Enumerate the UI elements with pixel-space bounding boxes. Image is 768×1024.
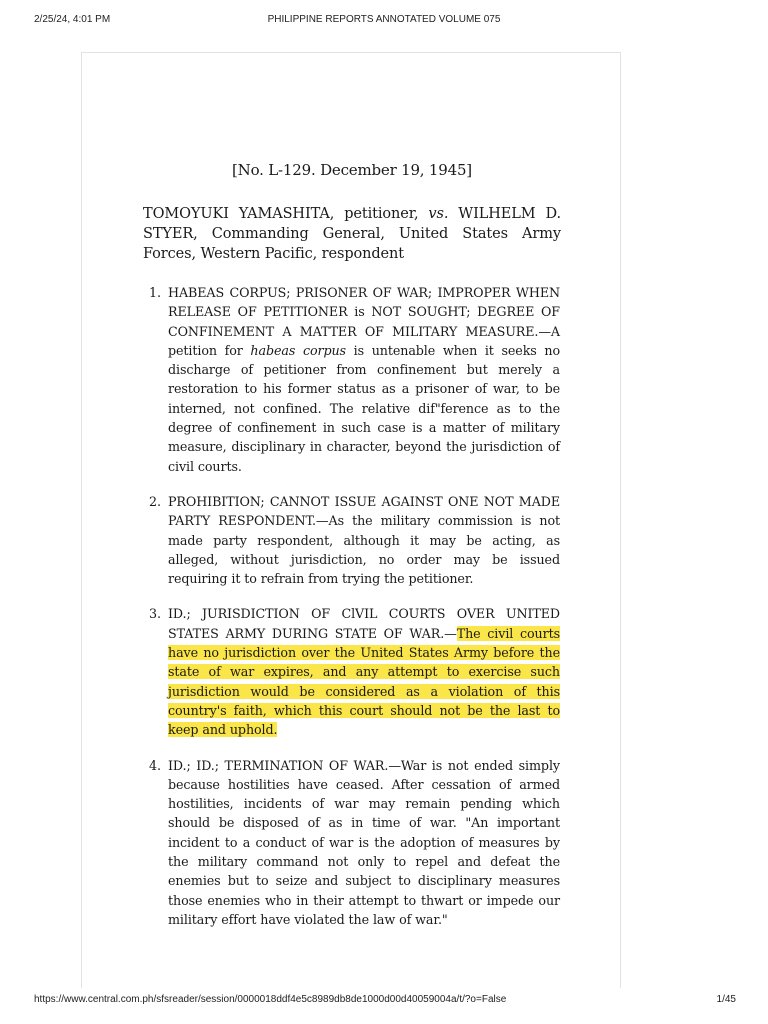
- print-url: https://www.central.com.ph/sfsreader/session/0000018ddf4e5c8989db8de1000d00d40059004a/t/?o=False: [34, 994, 507, 1005]
- syllabus-item-number: 4.: [149, 757, 161, 773]
- versus-label: vs.: [428, 206, 449, 222]
- syllabus-item-body-rest: is untenable when it seeks no discharge of petitioner from confinement but merely a restoration to his former status as a prisoner of war, to be interned, not confined. The relative dif"ference as to the degree of confinement in such case is a matter of military measure, disciplinary in character, beyond the jurisdiction of civil courts.: [168, 342, 561, 474]
- syllabus-item-number: 1.: [149, 285, 161, 300]
- syllabus-item: [149, 492, 560, 588]
- syllabus-item-body: A petition for: [168, 323, 560, 358]
- case-header: [No. L-129. December 19, 1945]: [232, 161, 472, 179]
- print-header: [0, 14, 768, 28]
- syllabus-item-body: As the military commission is not made party respondent, although it may be acting, as alleged, without jurisdiction, no order may be issued requiring it to refrain from trying the petitioner.: [168, 513, 560, 587]
- syllabus-item-body: War is not ended simply because hostilities have ceased. After cessation of armed hostilities, incidents of war may remain pending which should be disposed of as in time of war. "An important incident to a conduct of war is the adoption of measures by the military command not only to repel and defeat the enemies but to seize and subject to disciplinary measures those enemies who in their attempt to thwart or impede our military effort have violated the law of war.": [168, 757, 560, 927]
- document-page: [81, 52, 621, 988]
- syllabus-item-italic: habeas corpus: [250, 342, 346, 358]
- page-number: 1/45: [716, 994, 736, 1005]
- print-document-title: PHILIPPINE REPORTS ANNOTATED VOLUME 075: [267, 14, 501, 25]
- print-datetime: 2/25/24, 4:01 PM: [34, 14, 111, 25]
- syllabus-item-heading: ID.; JURISDICTION OF ClVIL COURTS OVER UNITED STATES ARMY DURING STATE OF WAR.—: [168, 606, 560, 641]
- syllabus-item-heading: PROHIBITION; CANNOT ISSUE AGAINST ONE NOT MADE PARTY RESPONDENT.—: [168, 493, 560, 529]
- syllabus-item: [149, 756, 560, 930]
- syllabus-item-heading: HABEAS CORPUS; PRISONER OF WAR; IMPROPER WHEN RELEASE OF PETITIONER is NOT SOUGHT; DEGREE OF CONFINEMENT A MATTER OF MILITARY MEASURE.—: [168, 285, 560, 339]
- syllabus-item-number: 2.: [149, 493, 161, 509]
- syllabus-list: [149, 283, 561, 929]
- case-parties: [143, 204, 561, 264]
- syllabus-item-heading: ID.; ID.; TERMINATION OF WAR.—: [168, 757, 401, 773]
- petitioner-role: , petitioner,: [329, 206, 429, 222]
- respondent-text: WILHELM D. STYER, Commanding General, United States Army Forces, Western Pacific, respondent: [143, 206, 561, 262]
- syllabus-item-number: 3.: [149, 606, 161, 622]
- print-footer: [0, 994, 768, 1008]
- syllabus-item: [149, 604, 560, 739]
- syllabus-item: [149, 283, 561, 476]
- highlighted-text[interactable]: The civil courts have no jurisdiction over the United States Army before the state of war expires, and any attempt to exercise such jurisdiction would be considered as a violation of this country's faith, which this court should not be the last to keep and uphold.: [168, 625, 560, 738]
- petitioner-name: TOMOYUKI YAMASHITA: [143, 206, 330, 222]
